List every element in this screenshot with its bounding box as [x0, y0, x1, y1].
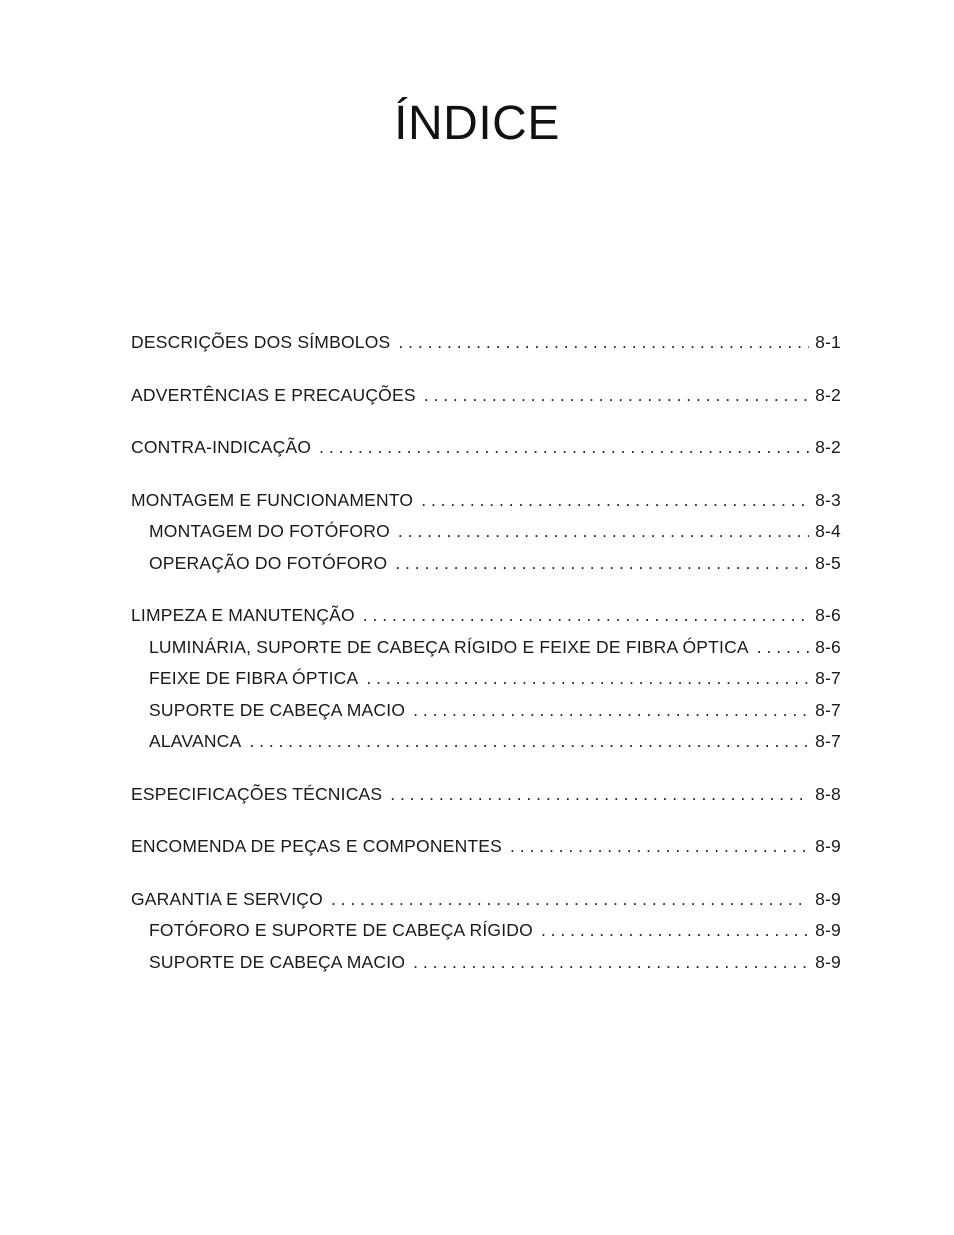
- toc-entry-label: SUPORTE DE CABEÇA MACIO: [149, 699, 406, 720]
- dot-leader: [541, 918, 809, 942]
- toc-entry[interactable]: [131, 782, 841, 814]
- dot-leader: [510, 834, 809, 858]
- toc-subentry[interactable]: [131, 918, 841, 950]
- page-title: ÍNDICE: [394, 97, 560, 150]
- toc-entry[interactable]: [131, 330, 841, 362]
- dot-leader: [363, 603, 809, 627]
- dot-leader: [413, 950, 809, 974]
- toc-page-number: 8-9: [815, 951, 841, 972]
- toc-page-number: 8-9: [815, 836, 841, 856]
- toc-page-number: 8-1: [815, 332, 841, 352]
- dot-leader: [424, 383, 809, 407]
- toc-section: [131, 887, 841, 982]
- dot-leader: [421, 488, 809, 512]
- toc-entry-label: LUMINÁRIA, SUPORTE DE CABEÇA RÍGIDO E FEIXE DE FIBRA ÓPTICA: [149, 636, 749, 657]
- toc-subentry[interactable]: [131, 551, 841, 583]
- toc-section: [131, 330, 841, 362]
- toc-section: [131, 782, 841, 814]
- toc-entry[interactable]: [131, 887, 841, 919]
- toc-section: [131, 488, 841, 583]
- toc-section: [131, 435, 841, 467]
- toc-page-number: 8-7: [815, 731, 841, 751]
- toc-page-number: 8-8: [815, 783, 841, 804]
- toc-entry-label: GARANTIA E SERVIÇO: [131, 888, 323, 909]
- toc-subentry[interactable]: [131, 666, 841, 698]
- toc-page-number: 8-7: [815, 699, 841, 720]
- toc-section: [131, 834, 841, 866]
- toc-entry-label: ALAVANCA: [149, 731, 242, 751]
- dot-leader: [398, 330, 809, 354]
- dot-leader: [366, 666, 809, 690]
- dot-leader: [395, 551, 809, 575]
- toc-section: [131, 383, 841, 415]
- toc-subentry[interactable]: [131, 635, 841, 667]
- toc-page-number: 8-2: [815, 437, 841, 457]
- dot-leader: [249, 729, 809, 753]
- toc-entry-label: MONTAGEM DO FOTÓFORO: [149, 521, 390, 541]
- toc-entry-label: ADVERTÊNCIAS E PRECAUÇÕES: [131, 384, 416, 405]
- toc-section: [131, 603, 841, 761]
- toc-entry-label: ENCOMENDA DE PEÇAS E COMPONENTES: [131, 836, 503, 856]
- toc-subentry[interactable]: [131, 698, 841, 730]
- dot-leader: [757, 635, 809, 659]
- toc-page-number: 8-6: [815, 636, 841, 657]
- toc-page-number: 8-7: [815, 668, 841, 688]
- toc-page-number: 8-4: [815, 521, 841, 541]
- toc-entry[interactable]: [131, 834, 841, 866]
- toc-page-number: 8-2: [815, 384, 841, 405]
- toc-entry[interactable]: [131, 383, 841, 415]
- toc-entry[interactable]: [131, 603, 841, 635]
- toc-entry[interactable]: [131, 488, 841, 520]
- toc-entry-label: OPERAÇÃO DO FOTÓFORO: [149, 552, 388, 573]
- dot-leader: [413, 698, 809, 722]
- toc-page-number: 8-6: [815, 605, 841, 625]
- toc-entry-label: FOTÓFORO E SUPORTE DE CABEÇA RÍGIDO: [149, 920, 533, 940]
- toc-subentry[interactable]: [131, 950, 841, 982]
- table-of-contents: [131, 330, 841, 1002]
- toc-page-number: 8-5: [815, 552, 841, 573]
- toc-entry-label: MONTAGEM E FUNCIONAMENTO: [131, 489, 414, 510]
- dot-leader: [319, 435, 809, 459]
- dot-leader: [331, 887, 809, 911]
- toc-page-number: 8-9: [815, 888, 841, 909]
- toc-entry[interactable]: [131, 435, 841, 467]
- toc-subentry[interactable]: [131, 519, 841, 551]
- toc-subentry[interactable]: [131, 729, 841, 761]
- toc-entry-label: SUPORTE DE CABEÇA MACIO: [149, 951, 406, 972]
- toc-page-number: 8-3: [815, 489, 841, 510]
- toc-entry-label: FEIXE DE FIBRA ÓPTICA: [149, 668, 359, 688]
- toc-entry-label: LIMPEZA E MANUTENÇÃO: [131, 605, 355, 625]
- dot-leader: [398, 519, 809, 543]
- toc-entry-label: DESCRIÇÕES DOS SÍMBOLOS: [131, 332, 391, 352]
- toc-entry-label: ESPECIFICAÇÕES TÉCNICAS: [131, 783, 383, 804]
- dot-leader: [390, 782, 809, 806]
- toc-page-number: 8-9: [815, 920, 841, 940]
- toc-entry-label: CONTRA-INDICAÇÃO: [131, 437, 312, 457]
